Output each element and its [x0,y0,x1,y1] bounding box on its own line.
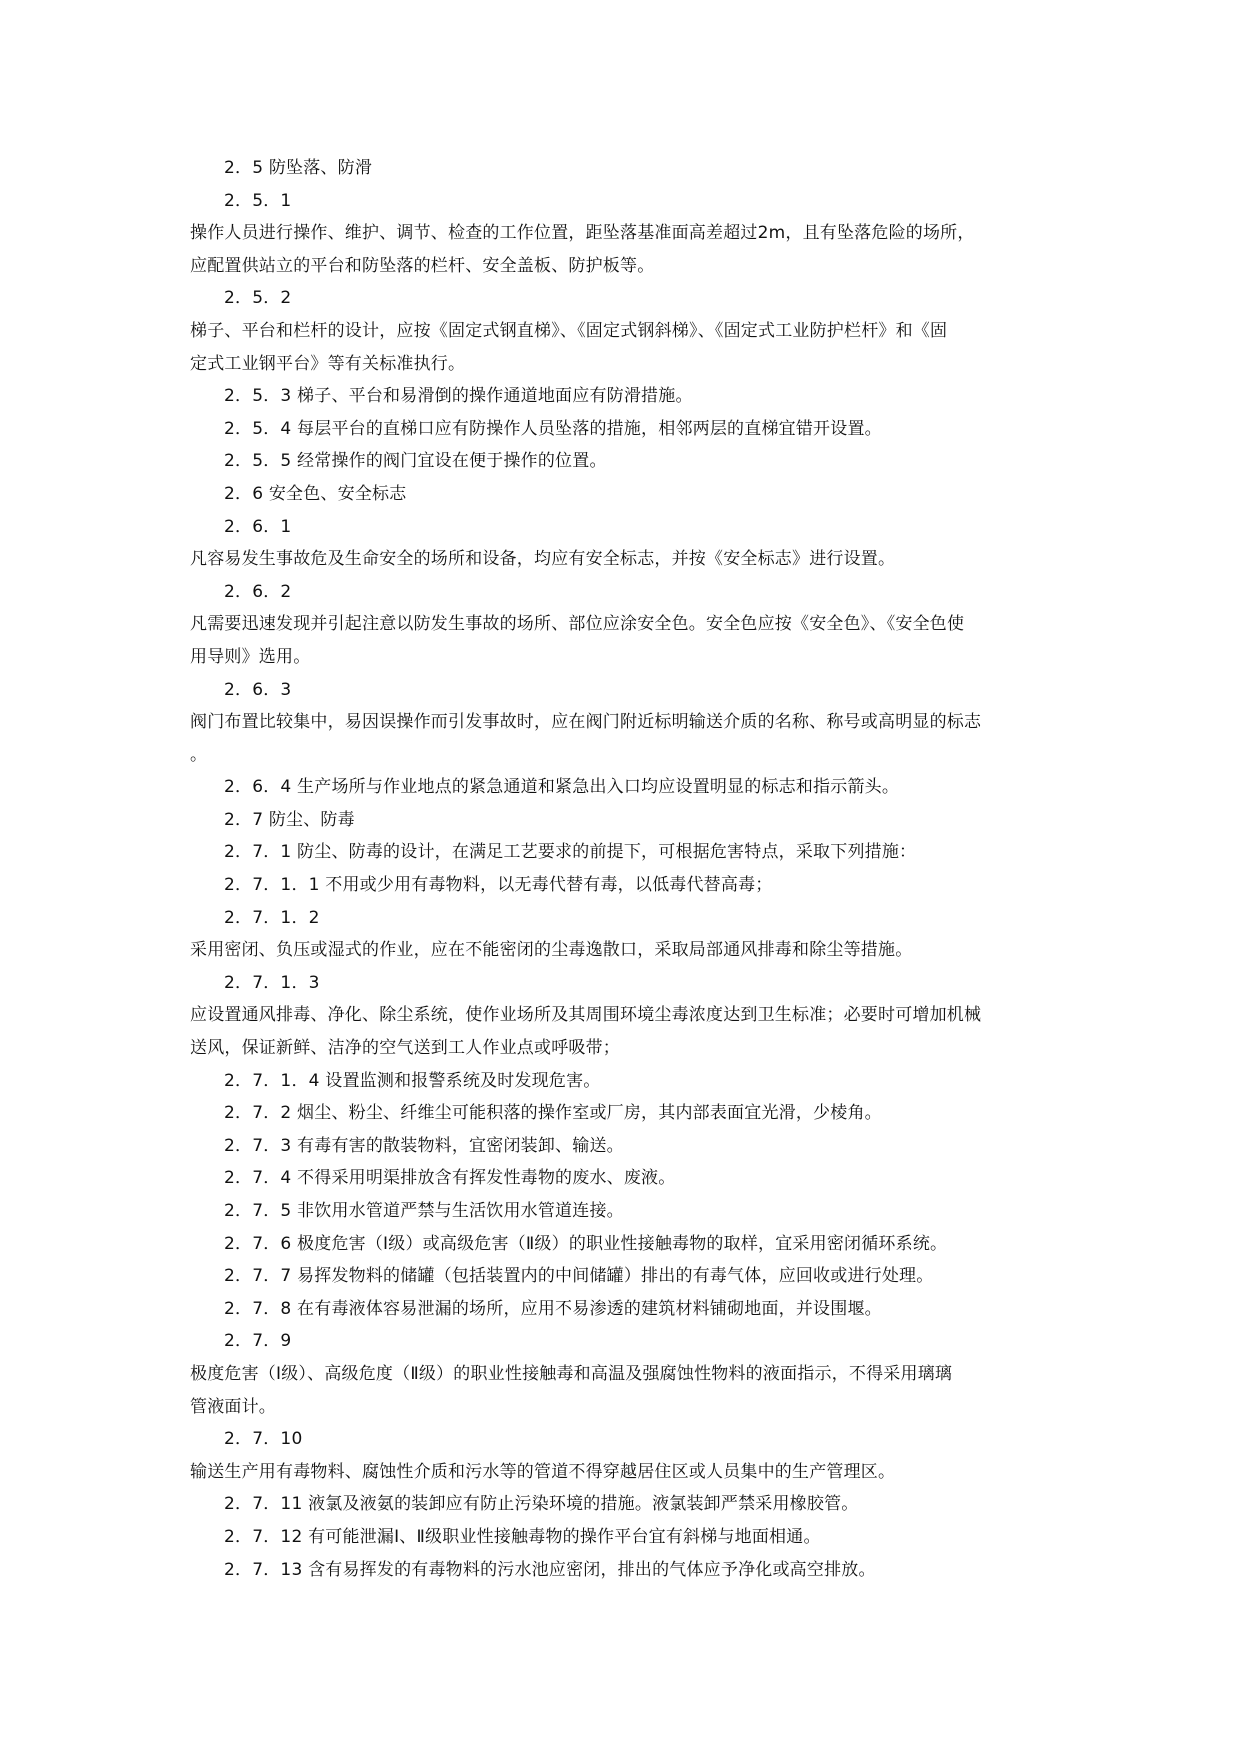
text-line: 2．7．1．2 [224,907,320,928]
text-line: 2．7．11 液氯及液氨的装卸应有防止污染环境的措施。液氯装卸严禁采用橡胶管。 [224,1494,859,1515]
text-line: 2．7．8 在有毒液体容易泄漏的场所，应用不易渗透的建筑材料铺砌地面，并设围堰。 [224,1298,882,1319]
text-line: 2．7．6 极度危害（Ⅰ级）或高级危害（Ⅱ级）的职业性接触毒物的取样，宜采用密闭循环系统。 [224,1233,948,1254]
text-line: 2．7 防尘、防毒 [224,809,355,830]
document-body [190,152,1070,1586]
text-line: 2．7．2 烟尘、粉尘、纤维尘可能积落的操作室或厂房，其内部表面宜光滑，少棱角。 [224,1103,882,1124]
text-line: 2．7．10 [224,1429,303,1450]
text-line: 应设置通风排毒、净化、除尘系统，使作业场所及其周围环境尘毒浓度达到卫生标准；必要时可增加机械 [190,1005,982,1026]
text-line: 2．5．2 [224,288,292,309]
text-line: 应配置供站立的平台和防坠落的栏杆、安全盖板、防护板等。 [190,255,655,276]
text-line: 2．7．9 [224,1331,292,1352]
text-line: 梯子、平台和栏杆的设计，应按《固定式钢直梯》、《固定式钢斜梯》、《固定式工业防护栏杆》和《固 [190,320,948,341]
text-line: 输送生产用有毒物料、腐蚀性介质和污水等的管道不得穿越居住区或人员集中的生产管理区。 [190,1461,896,1482]
text-line: 2．5 防坠落、防滑 [224,158,373,178]
text-line: 2．5．3 梯子、平台和易滑倒的操作通道地面应有防滑措施。 [224,386,693,407]
text-line: 2．5．1 [224,190,292,211]
text-line: 用导则》选用。 [190,646,311,667]
text-line: 2．5．4 每层平台的直梯口应有防操作人员坠落的措施，相邻两层的直梯宜错开设置。 [224,418,882,439]
text-line: 凡需要迅速发现并引起注意以防发生事故的场所、部位应涂安全色。安全色应按《安全色》、《安全色使 [190,614,965,635]
text-line: 2．6 安全色、安全标志 [224,483,407,504]
text-line: 送风，保证新鲜、洁净的空气送到工人作业点或呼吸带； [190,1038,620,1059]
text-line: 采用密闭、负压或湿式的作业，应在不能密闭的尘毒逸散口，采取局部通风排毒和除尘等措施。 [190,940,913,961]
text-line: 2．7．1．4 设置监测和报警系统及时发现危害。 [224,1070,601,1091]
text-line: 管液面计。 [190,1396,276,1417]
text-line: 。 [190,744,208,765]
text-line: 2．6．4 生产场所与作业地点的紧急通道和紧急出入口均应设置明显的标志和指示箭头。 [224,777,900,798]
text-line: 阀门布置比较集中，易因误操作而引发事故时，应在阀门附近标明输送介质的名称、称号或高明显的标志 [190,712,982,733]
text-line: 2．6．1 [224,516,292,537]
text-line: 2．7．12 有可能泄漏Ⅰ、Ⅱ级职业性接触毒物的操作平台宜有斜梯与地面相通。 [224,1526,821,1547]
text-line: 2．7．5 非饮用水管道严禁与生活饮用水管道连接。 [224,1201,624,1221]
text-line: 2．7．1 防尘、防毒的设计，在满足工艺要求的前提下，可根据危害特点，采取下列措施： [224,842,917,863]
text-line: 2．7．3 有毒有害的散装物料，宜密闭装卸、输送。 [224,1135,624,1156]
text-line: 2．7．13 含有易挥发的有毒物料的污水池应密闭，排出的气体应予净化或高空排放。 [224,1559,876,1580]
text-line: 定式工业钢平台》等有关标准执行。 [190,353,466,374]
text-line: 操作人员进行操作、维护、调节、检查的工作位置，距坠落基准面高差超过2m，且有坠落危险的场所， [190,223,975,244]
text-line: 2．6．3 [224,679,292,700]
text-line: 2．5．5 经常操作的阀门宜设在便于操作的位置。 [224,451,607,472]
text-line: 极度危害（Ⅰ级）、高级危度（Ⅱ级）的职业性接触毒和高温及强腐蚀性物料的液面指示，不得采用璃璃 [190,1363,953,1384]
text-line: 2．6．2 [224,581,292,602]
text-line: 凡容易发生事故危及生命安全的场所和设备，均应有安全标志，并按《安全标志》进行设置。 [190,549,896,570]
text-line: 2．7．1．1 不用或少用有毒物料，以无毒代替有毒，以低毒代替高毒； [224,875,773,896]
text-line: 2．7．7 易挥发物料的储罐（包括装置内的中间储罐）排出的有毒气体，应回收或进行处理。 [224,1266,934,1287]
text-line: 2．7．1．3 [224,972,320,993]
text-line: 2．7．4 不得采用明渠排放含有挥发性毒物的废水、废液。 [224,1168,676,1189]
